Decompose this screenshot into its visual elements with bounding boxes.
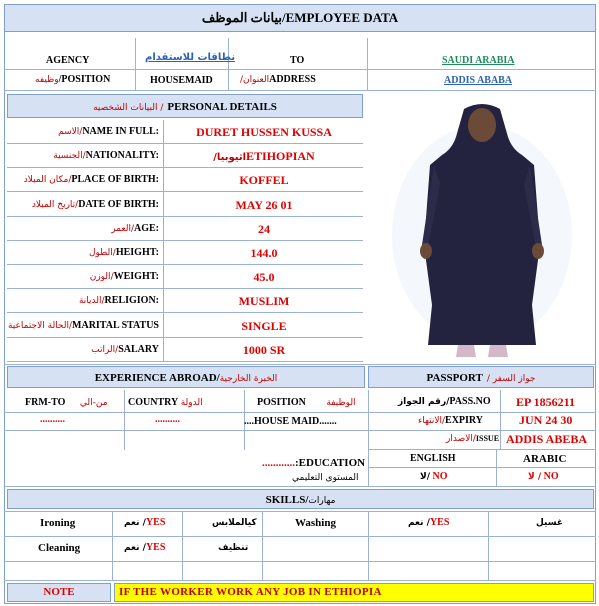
english-value-en: NO [430,471,448,482]
personal-row-value-en: MUSLIM [238,294,290,309]
divider [368,511,369,580]
divider [496,450,497,486]
divider [163,120,164,362]
position-col-en: POSITION [257,397,306,408]
frm-to-en: FRM-TO [25,397,66,408]
personal-row-value-en: 144.0 [250,246,278,260]
personal-row-value-en: 45.0 [253,270,275,285]
personal-row-label-ar: الراتب/ [91,344,119,355]
skill-cleaning-ar: تنظيف [218,543,249,553]
personal-row-label-en: WEIGHT: [113,271,159,283]
personal-row-label-ar: الديانة/ [78,296,105,307]
personal-row-value [165,289,363,313]
personal-row [7,168,363,192]
personal-row-value-en: DURET HUSSEN KUSSA [196,125,332,139]
personal-row [7,120,363,144]
personal-row [7,338,363,362]
skill-ironing-yes-ar: نعم / [124,518,146,528]
personal-row [7,241,363,265]
personal-header-ar: البيانات الشخصيه / [93,103,164,113]
title-en: /EMPLOYEE DATA [282,10,399,25]
divider [124,390,125,450]
personal-row-label [7,168,163,192]
personal-row-label-ar: الوزن/ [89,272,114,283]
personal-row-label-en: NAME IN FULL: [82,126,159,137]
personal-row-label [7,217,163,241]
personal-row-value-en: 24 [258,221,270,236]
experience-header-ar: الخبرة الخارجية [219,374,278,384]
personal-row-label-ar: تاريخ الميلاد/ [31,199,79,210]
issue-en: ISSUE [475,434,500,443]
arabic-label: ARABIC [523,453,567,465]
skill-washing-yes-ar: نعم / [408,518,430,528]
title-ar: بيانات الموظف [201,10,282,25]
title-bar [4,4,596,32]
divider [4,486,596,487]
divider [488,511,489,580]
personal-row-label-en: HEIGHT: [115,247,159,258]
personal-row-label-ar: الطول/ [88,248,116,258]
issue-value: ADDIS ABEBA [506,432,588,446]
divider [4,412,596,413]
personal-row-label-en: SALARY [118,343,159,355]
agency-value[interactable]: نطاقات للاستقدام [145,52,236,63]
passport-header-ar: / جواز السفر [486,374,536,384]
arabic-value [528,471,559,482]
divider [368,450,369,486]
english-value-ar: لا/ [420,472,430,482]
personal-row [7,193,363,217]
pass-no-en: PASS.NO [449,396,491,407]
divider [368,449,596,450]
personal-row-value-en: KOFFEL [239,173,289,188]
personal-row-label-ar: العمر/ [111,223,134,234]
address-label [240,74,316,85]
position-value: HOUSEMAID [150,75,213,86]
pass-no-label [398,396,491,407]
divider [367,38,368,90]
position-col-label [257,397,356,408]
issue-label [446,433,499,444]
personal-row [7,217,363,241]
skill-ironing-label: Ironing [40,517,76,529]
country-label [128,397,203,408]
personal-row-value [165,193,363,217]
personal-row-value-ar: /اثيوبيا [213,152,247,164]
to-label: TO [290,55,305,66]
experience-header [7,366,365,388]
skill-ironing-ar: كيالملابس [212,518,257,528]
address-value[interactable]: ADDIS ABABA [444,75,513,86]
divider [4,90,596,91]
skill-washing-yes [408,517,449,528]
divider [368,467,596,468]
divider [368,390,369,450]
personal-header [7,94,363,118]
personal-row-label-en: NATIONALITY: [85,150,159,162]
passport-header-en: PASSPORT [426,372,483,384]
personal-row-label [7,144,163,168]
personal-row-label-ar: الحالة الاجتماعية/ [7,320,73,331]
skills-header-en: SKILLS/ [265,494,309,506]
divider [4,580,596,581]
skill-cleaning-yes-ar: نعم / [124,543,146,553]
personal-row-value [165,314,363,338]
education-label [262,457,365,469]
passport-header [368,366,594,388]
divider [4,536,596,537]
skill-cleaning-label: Cleaning [38,542,81,554]
personal-row-label-en: AGE: [134,222,159,234]
note-label: NOTE [7,583,111,602]
divider [135,38,136,90]
divider [4,511,596,512]
divider [182,511,183,580]
personal-row-value-en: MAY 26 01 [235,197,293,212]
address-label-ar: /العنوان [240,75,270,85]
education-en: :EDUCATION [295,457,366,469]
personal-row-label-en: MARITAL STATUS [72,319,159,331]
english-label: ENGLISH [410,453,456,464]
education-dots: ............ [262,457,295,469]
personal-row-label [7,314,163,338]
personal-row-label-ar: الاسم/ [58,127,83,137]
issue-ar: الاصدار/ [446,434,476,444]
country-dots: .......... [155,414,180,425]
personal-header-en: PERSONAL DETAILS [167,101,277,113]
skills-header [7,489,594,509]
skill-washing-label: Washing [295,517,336,529]
skills-header-ar: مهارات [308,496,336,506]
pass-no-ar: رقم الجواز/ [398,397,450,407]
frm-to-label [25,397,108,408]
skill-washing-yes-en: YES [429,517,450,528]
personal-row-label-en: RELIGION: [104,295,159,307]
note-text: IF THE WORKER WORK ANY JOB IN ETHIOPIA [114,583,594,602]
skill-cleaning-yes [124,542,165,553]
personal-row-value-en: ETIHOPIAN [246,149,315,164]
skill-washing-ar: غسيل [536,518,564,528]
country-ar: الدولة [180,398,203,408]
expiry-ar: الانتهاء/ [418,416,446,426]
worker-photo-svg [372,95,592,360]
personal-row [7,265,363,289]
personal-row-value [165,265,363,289]
pass-no-value: EP 1856211 [516,395,576,409]
arabic-value-ar: لا / [528,472,542,482]
personal-row-value [165,144,363,168]
skill-cleaning-yes-en: YES [145,542,166,553]
frm-to-ar: من-الي [79,398,108,408]
divider [4,69,596,70]
personal-row-label-ar: مكان الميلاد/ [23,175,72,186]
personal-row [7,314,363,338]
personal-row-label [7,289,163,313]
expiry-en: EXPIRY [445,415,484,426]
personal-row-value [165,168,363,192]
personal-row-label-ar: الجنسية/ [53,151,86,162]
worker-photo [372,95,592,360]
personal-row-label-en: DATE OF BIRTH: [78,198,159,210]
english-value [420,471,448,482]
skill-ironing-yes-en: YES [145,517,166,528]
experience-header-en: EXPERIENCE ABROAD/ [94,372,220,384]
country-en: COUNTRY [128,397,179,408]
position-label [35,74,110,85]
personal-row-value [165,120,363,144]
position-col-ar: الوظيفة [326,398,356,408]
skill-ironing-yes [124,517,165,528]
personal-row [7,144,363,168]
expiry-value: JUN 24 30 [519,413,573,427]
personal-row-value-en: 1000 SR [242,342,286,357]
personal-row-value-en: SINGLE [241,318,287,333]
divider [500,390,501,450]
personal-row [7,289,363,313]
divider [4,364,596,365]
personal-row-label [7,338,163,362]
address-label-en: ADDRESS [269,74,316,85]
position-label-ar: وظيفه [35,75,59,85]
divider [228,38,229,90]
arabic-value-en: NO [541,471,559,482]
expiry-label [418,415,483,426]
personal-row-label [7,193,163,217]
personal-row-label-en: PLACE OF BIRTH: [71,174,159,186]
personal-row-value [165,241,363,265]
position-label-en: /POSITION [58,74,111,85]
divider [262,511,263,580]
agency-label: AGENCY [46,55,90,66]
personal-row-value [165,217,363,241]
divider [4,430,596,431]
education-ar: المستوى التعليمي [292,473,359,483]
to-value[interactable]: SAUDI ARABIA [442,55,515,66]
frm-to-dots: .......... [40,414,65,425]
personal-row-label [7,265,163,289]
personal-row-value [165,338,363,362]
divider [4,561,596,562]
divider [112,511,113,580]
personal-row-label [7,120,163,144]
position-value: ....HOUSE MAID....... [244,416,337,427]
personal-row-label [7,241,163,265]
